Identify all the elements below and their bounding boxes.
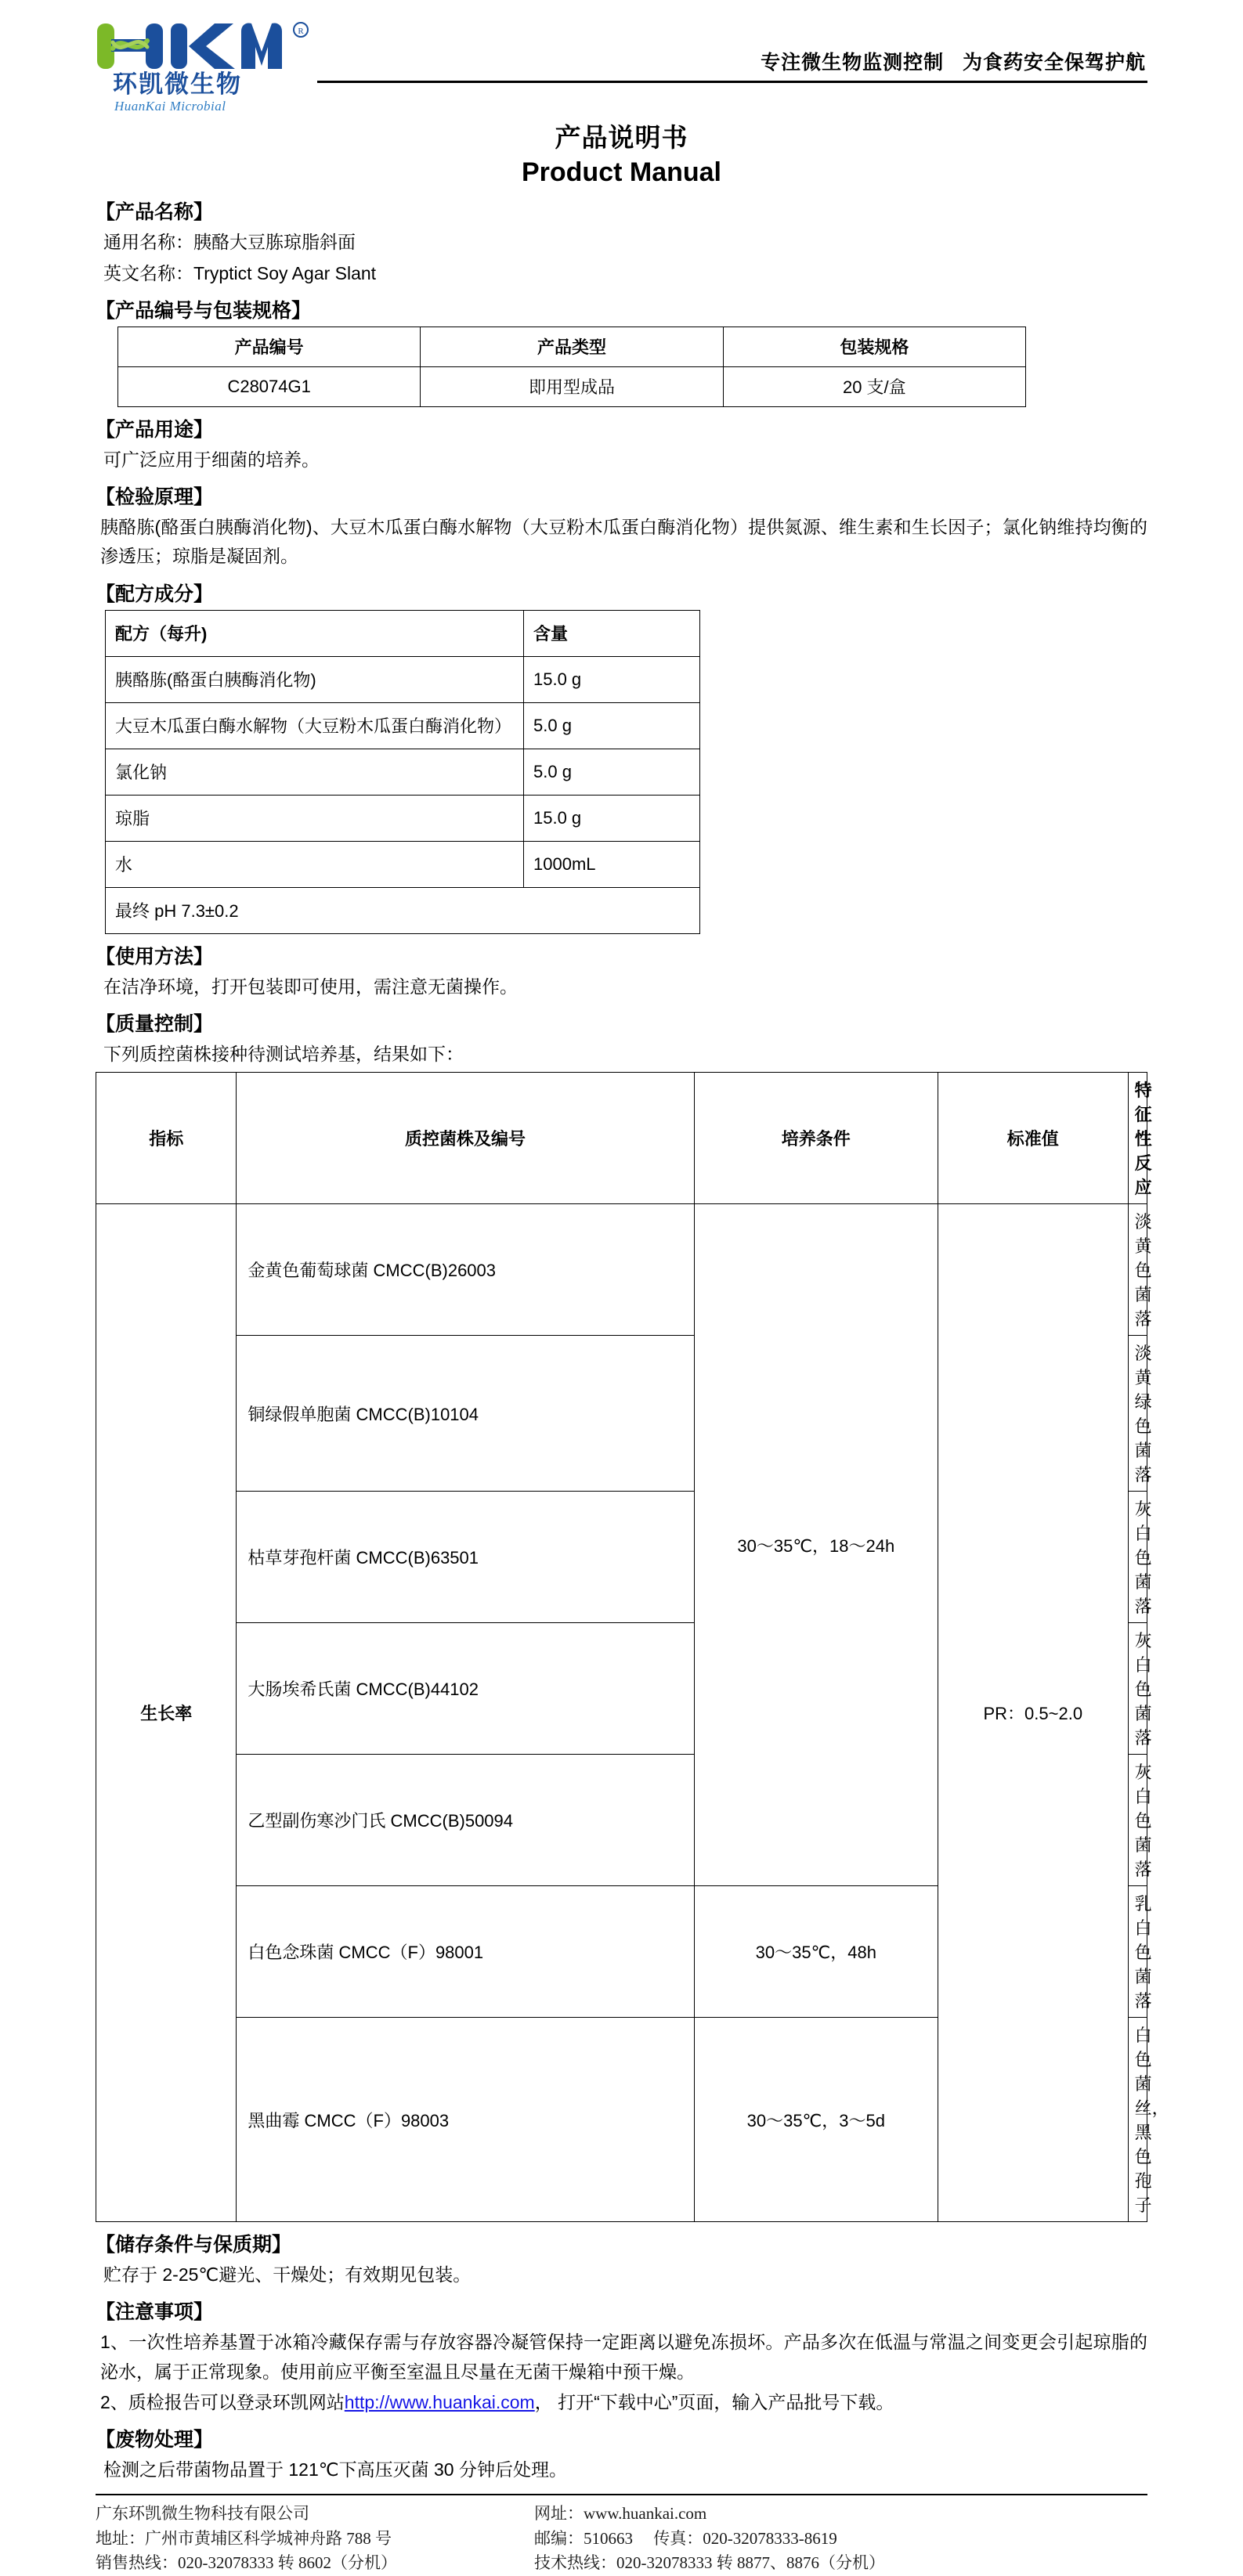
formula-col-amount: 含量 [524, 610, 700, 656]
spec-col-code: 产品编号 [118, 327, 421, 366]
qc-col-indicator: 指标 [96, 1073, 237, 1204]
logo-chinese-name: 环凯微生物 [113, 70, 242, 98]
qc-col-strain: 质控菌株及编号 [237, 1073, 694, 1204]
table-row [106, 749, 700, 795]
product-common-name-value: 胰酪大豆胨琼脂斜面 [193, 232, 356, 253]
note-2-suffix: ， 打开“下载中心”页面，输入产品批号下载。 [534, 2391, 894, 2412]
qc-strain-6: 黑曲霉 CMCC（F）98003 [237, 2018, 694, 2222]
product-english-name [103, 259, 1147, 288]
qc-strain-0: 金黄色葡萄球菌 CMCC(B)26003 [237, 1204, 694, 1336]
title-chinese: 产品说明书 [555, 123, 688, 152]
qc-col-condition: 培养条件 [694, 1073, 938, 1204]
footer-sales-hotline: 销售热线：020-32078333 转 8602（分机） [96, 2553, 397, 2573]
header-divider [317, 81, 1147, 83]
footer-right-column [534, 2502, 1147, 2576]
table-row [106, 795, 700, 841]
footer-left-column [96, 2502, 534, 2576]
formula-name-0: 胰酪胨(酪蛋白胰酶消化物) [106, 656, 524, 702]
table-header-row [118, 327, 1026, 366]
footer-address: 地址：广州市黄埔区科学城神舟路 788 号 [96, 2528, 392, 2548]
formula-col-name: 配方（每升) [106, 610, 524, 656]
qc-condition-group: 30～35℃，18～24h [694, 1204, 938, 1886]
footer-tech-hotline: 技术热线：020-32078333 转 8877、8876（分机） [534, 2553, 885, 2573]
formula-amount-2: 5.0 g [524, 749, 700, 795]
section-heading-method: 【使用方法】 [96, 945, 214, 968]
footer-postcode-fax: 邮编：510663 传真：020-32078333-8619 [534, 2528, 837, 2548]
page-header [96, 20, 1147, 114]
huankai-website-link[interactable]: http://www.huankai.com [344, 2391, 535, 2412]
qc-reaction-5: 乳白色菌落 [1128, 1886, 1147, 2018]
method-text: 在洁净环境，打开包装即可使用，需注意无菌操作。 [103, 976, 518, 997]
product-english-name-label: 英文名称： [103, 262, 193, 283]
formula-name-4: 水 [106, 841, 524, 887]
section-heading-quality-control: 【质量控制】 [96, 1012, 214, 1035]
section-heading-storage: 【储存条件与保质期】 [96, 2234, 292, 2257]
table-header-row [96, 1073, 1147, 1204]
qc-strain-5: 白色念珠菌 CMCC（F）98001 [237, 1886, 694, 2018]
footer-website: 网址：www.huankai.com [534, 2504, 707, 2524]
formula-name-3: 琼脂 [106, 795, 524, 841]
section-heading-product-name: 【产品名称】 [96, 201, 214, 224]
formula-final-ph: 最终 pH 7.3±0.2 [106, 887, 700, 933]
qc-strain-4: 乙型副伤寒沙门氏 CMCC(B)50094 [237, 1755, 694, 1886]
footer-company-name: 广东环凯微生物科技有限公司 [96, 2504, 309, 2524]
product-english-name-value: Tryptict Soy Agar Slant [193, 262, 377, 283]
waste-text: 检测之后带菌物品置于 121℃下高压灭菌 30 分钟后处理。 [103, 2459, 567, 2480]
qc-reaction-6: 白色菌丝，黑色孢子 [1128, 2018, 1147, 2222]
table-row [106, 841, 700, 887]
formula-amount-4: 1000mL [524, 841, 700, 887]
svg-text:R: R [298, 27, 304, 36]
qc-reaction-3: 灰白色菌落 [1128, 1623, 1147, 1755]
header-tagline: 专注微生物监测控制 为食药安全保驾护航 [761, 52, 1146, 74]
note-item-2 [100, 2388, 1147, 2417]
table-row [106, 702, 700, 749]
table-row [118, 366, 1026, 406]
qc-strain-1: 铜绿假单胞菌 CMCC(B)10104 [237, 1336, 694, 1492]
page-title [96, 121, 1147, 189]
spec-table [117, 327, 1026, 407]
section-heading-notes: 【注意事项】 [96, 2301, 214, 2324]
spec-col-package: 包装规格 [723, 327, 1025, 366]
section-heading-purpose: 【产品用途】 [96, 418, 214, 441]
principle-text: 胰酪胨(酪蛋白胰酶消化物)、大豆木瓜蛋白酶水解物（大豆粉木瓜蛋白酶消化物）提供氮源、维生素和生长因子；氯化钠维持均衡的渗透压；琼脂是凝固剂。 [100, 517, 1147, 567]
title-english: Product Manual [521, 157, 722, 187]
section-heading-formula: 【配方成分】 [96, 583, 214, 605]
quality-control-table [96, 1072, 1169, 2222]
formula-table [105, 610, 700, 934]
page-footer [96, 2494, 1147, 2576]
company-logo [96, 20, 331, 114]
qc-reaction-1: 淡黄绿色菌落 [1128, 1336, 1147, 1492]
hkm-logo-icon [96, 20, 316, 72]
qc-strain-3: 大肠埃希氏菌 CMCC(B)44102 [237, 1623, 694, 1755]
quality-control-intro: 下列质控菌株接种待测试培养基，结果如下： [103, 1043, 464, 1064]
qc-reaction-0: 淡黄色菌落 [1128, 1204, 1147, 1336]
spec-col-type: 产品类型 [421, 327, 723, 366]
qc-reaction-2: 灰白色菌落 [1128, 1492, 1147, 1623]
formula-amount-0: 15.0 g [524, 656, 700, 702]
header-tagline-area [317, 47, 1147, 83]
qc-condition-5: 30～35℃，48h [694, 1886, 938, 2018]
section-heading-waste: 【废物处理】 [96, 2429, 214, 2452]
qc-condition-6: 30～35℃，3～5d [694, 2018, 938, 2222]
note-2-prefix: 2、质检报告可以登录环凯网站 [100, 2391, 345, 2412]
qc-col-reaction: 特征性反应 [1128, 1073, 1147, 1204]
storage-text: 贮存于 2-25℃避光、干燥处；有效期见包装。 [103, 2264, 472, 2286]
formula-amount-3: 15.0 g [524, 795, 700, 841]
spec-value-code: C28074G1 [118, 366, 421, 406]
note-item-1: 1、一次性培养基置于冰箱冷藏保存需与存放容器冷凝管保持一定距离以避免冻损坏。产品多次在低温与常温之间变更会引起琼脂的泌水，属于正常现象。使用前应平衡至室温且尽量在无菌干燥箱中预干燥。 [100, 2332, 1147, 2382]
section-heading-principle: 【检验原理】 [96, 486, 214, 509]
qc-col-standard: 标准值 [938, 1073, 1129, 1204]
table-header-row [106, 610, 700, 656]
purpose-text: 可广泛应用于细菌的培养。 [103, 449, 320, 470]
table-row [96, 1204, 1147, 1336]
table-row-ph [106, 887, 700, 933]
formula-name-2: 氯化钠 [106, 749, 524, 795]
formula-name-1: 大豆木瓜蛋白酶水解物（大豆粉木瓜蛋白酶消化物） [106, 702, 524, 749]
section-heading-spec: 【产品编号与包装规格】 [96, 299, 312, 322]
product-common-name [103, 228, 1147, 257]
qc-reaction-4: 灰白色菌落 [1128, 1755, 1147, 1886]
qc-strain-2: 枯草芽孢杆菌 CMCC(B)63501 [237, 1492, 694, 1623]
qc-standard-group: PR：0.5~2.0 [938, 1204, 1129, 2222]
product-common-name-label: 通用名称： [103, 232, 193, 253]
table-row [106, 656, 700, 702]
spec-value-type: 即用型成品 [421, 366, 723, 406]
spec-value-package: 20 支/盒 [723, 366, 1025, 406]
formula-amount-1: 5.0 g [524, 702, 700, 749]
logo-english-name: HuanKai Microbial [114, 98, 226, 114]
qc-indicator-value: 生长率 [96, 1204, 237, 2222]
